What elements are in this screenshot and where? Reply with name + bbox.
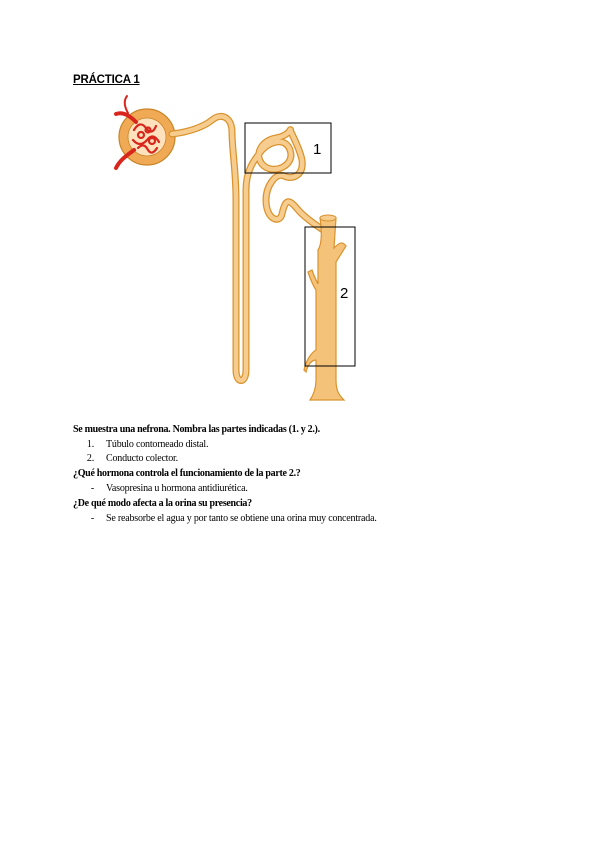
question-3: ¿De qué modo afecta a la orina su presencia? <box>73 498 252 509</box>
answer-2-1 <box>73 482 248 496</box>
callout-label-1: 1 <box>313 141 322 158</box>
answer-text: Túbulo contorneado distal. <box>106 439 209 450</box>
question-1: Se muestra una nefrona. Nombra las partes indicadas (1. y 2.). <box>73 424 320 435</box>
answer-text: Se reabsorbe el agua y por tanto se obtiene una orina muy concentrada. <box>106 513 377 524</box>
answer-text: Vasopresina u hormona antidiurética. <box>106 483 248 494</box>
answer-1-1 <box>73 438 208 452</box>
answer-1-2 <box>73 452 178 466</box>
answer-text: Conducto colector. <box>106 453 178 464</box>
answer-3-1 <box>73 512 377 526</box>
list-marker: 1. <box>86 439 94 450</box>
nephron-diagram <box>0 0 600 420</box>
bowman-capsule <box>116 96 175 168</box>
page-title: PRÁCTICA 1 <box>73 74 140 86</box>
list-marker: - <box>90 483 94 494</box>
callout-label-2: 2 <box>340 285 349 302</box>
list-marker: - <box>90 513 94 524</box>
renal-tubule <box>172 116 326 380</box>
list-marker: 2. <box>86 453 94 464</box>
question-2: ¿Qué hormona controla el funcionamiento de la parte 2.? <box>73 468 301 479</box>
collecting-duct <box>304 215 349 400</box>
